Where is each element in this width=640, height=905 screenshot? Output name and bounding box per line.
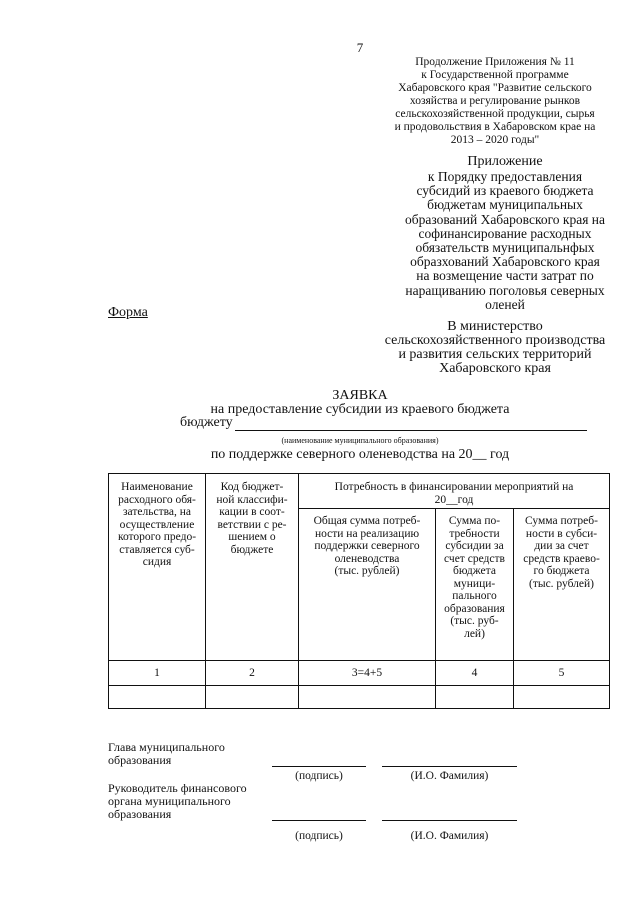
head-of-municipality-label: Глава муниципального образования [108, 740, 225, 767]
budget-note: (наименование муниципального образования) [281, 436, 439, 445]
table-cell-empty[interactable] [514, 686, 610, 709]
col-total-need-header: Общая сумма потреб- ности на реализацию поддержки северного оленеводства (тыс. рублей) [299, 509, 436, 661]
page-number: 7 [356, 40, 364, 55]
appendix-continuation: Продолжение Приложения № 11 к Государственной программе Хабаровского края "Развитие сельского хозяйства и регулирование рынков сельскохозяйственной продукции, сырья и продовольствия в Хабаровском крае на 2013 – 2020 годы" [394, 56, 596, 146]
column-number: 4 [436, 661, 514, 686]
budget-label: бюджету [180, 415, 233, 430]
table-cell-empty[interactable] [109, 686, 206, 709]
municipality-name-field[interactable] [235, 417, 587, 431]
column-number: 3=4+5 [299, 661, 436, 686]
form-label: Форма [108, 305, 148, 320]
column-number: 1 [109, 661, 206, 686]
col-regional-budget-header: Сумма потреб- ности в субси- дии за счет средств краево- го бюджета (тыс. рублей) [514, 509, 610, 661]
head-name-line[interactable] [382, 766, 517, 767]
requirements-table [108, 473, 610, 709]
name-caption: (И.О. Фамилия) [410, 770, 489, 782]
head-signature-line[interactable] [272, 766, 366, 767]
name-caption: (И.О. Фамилия) [410, 830, 489, 842]
appendix-title: Приложение [467, 154, 543, 169]
finance-signature-line[interactable] [272, 820, 366, 821]
col-budget-code-header: Код бюджет- ной классифи- кации в соот- ветствии с ре- шением о бюджете [206, 474, 299, 661]
support-line: по поддержке северного оленеводства на 20__ год [210, 447, 510, 462]
signature-caption: (подпись) [295, 830, 343, 842]
financing-need-group-header: Потребность в финансировании мероприятий на 20__год [299, 474, 610, 509]
signature-caption: (подпись) [295, 770, 343, 782]
table-cell-empty[interactable] [436, 686, 514, 709]
appendix-reference: к Порядку предоставления субсидий из краевого бюджета бюджетам муниципальных образований Хабаровского края на софинансирование расходных обязательств муниципальнфых образхований Хабаровского края на возмещение части затрат по наращиванию поголовья северных оленей [404, 169, 606, 312]
column-number: 2 [206, 661, 299, 686]
application-title: ЗАЯВКА [332, 388, 388, 403]
col-expense-obligation-header: Наименование расходного обя- зательства, на осуществление которого предо- ставляется суб- сидия [109, 474, 206, 661]
table-cell-empty[interactable] [299, 686, 436, 709]
addressee: В министерство сельскохозяйственного производства и развития сельских территорий Хабаровского края [384, 319, 606, 376]
table-cell-empty[interactable] [206, 686, 299, 709]
finance-name-line[interactable] [382, 820, 517, 821]
budget-line [180, 415, 587, 431]
application-subtitle: на предоставление субсидии из краевого бюджета [210, 402, 510, 417]
finance-head-label: Руководитель финансового органа муниципального образования [108, 781, 247, 821]
column-number: 5 [514, 661, 610, 686]
col-municipal-budget-header: Сумма по- требности субсидии за счет средств бюджета муници- пального образования (тыс. руб- лей) [436, 509, 514, 661]
